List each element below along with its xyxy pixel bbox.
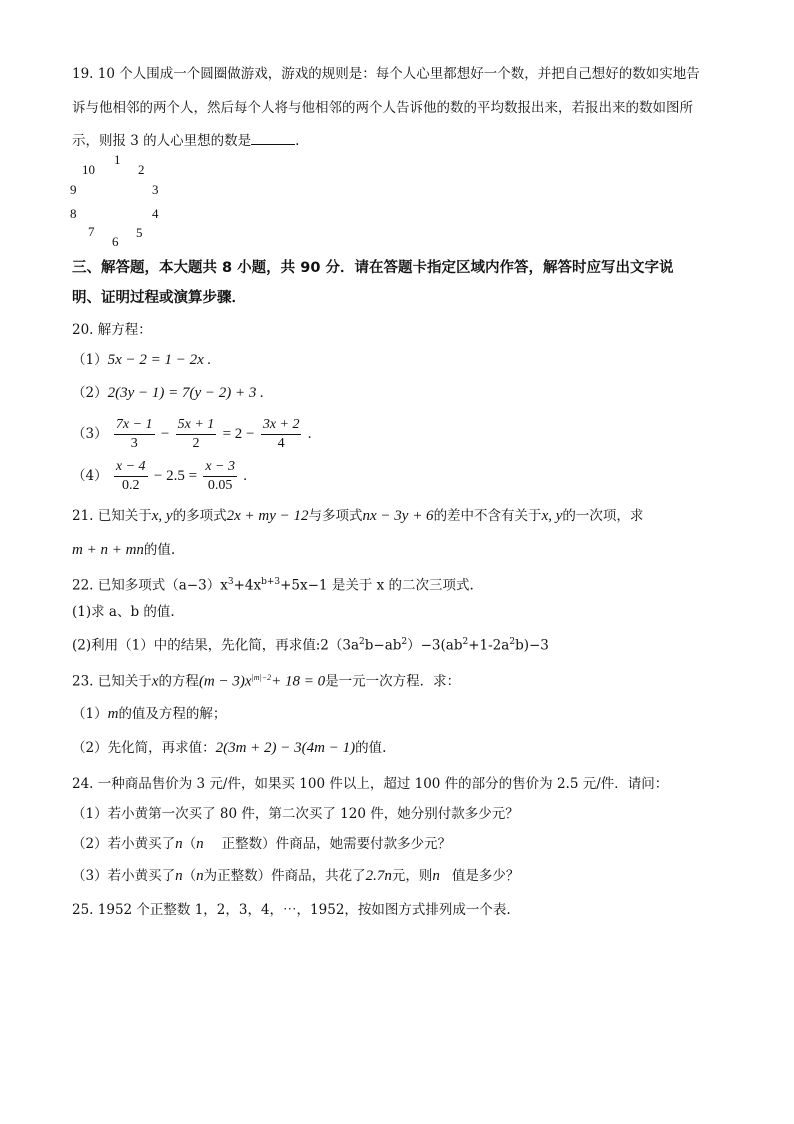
circle-number: 2 (138, 162, 145, 177)
circle-number: 3 (152, 182, 159, 197)
fraction: $\frac{7x - 1}{3}$ (115, 417, 153, 451)
fraction: $\frac{x - 3}{0.05}$ (205, 459, 235, 493)
q19-line2: 诉与他相邻的两个人，然后每个人将与他相邻的两个人告诉他的数的平均数报出来，若报出来的数如图所 (72, 100, 693, 116)
q19-line3-text: 示，则报 3 的人心里想的数是 (72, 133, 252, 149)
q24-line1: 24. 一种商品售价为 3 元/件，如果买 100 件以上，超过 100 件的部分的售价为 2.5 元/件．请问： (72, 776, 669, 792)
part-label: （3） (72, 426, 108, 442)
circle-number: 1 (114, 152, 121, 167)
q20-part2 (72, 383, 264, 403)
fraction: $\frac{3x + 2}{4}$ (262, 417, 300, 451)
circle-number: 10 (82, 162, 95, 177)
equation: 5x − 2 = 1 − 2x . (107, 352, 212, 368)
q24-line2: （1）若小黄第一次买了 80 件，第二次买了 120 件，她分别付款多少元？ (72, 806, 519, 822)
answer-blank[interactable] (251, 130, 295, 145)
section-heading-line2: 明、证明过程或演算步骤． (72, 290, 246, 306)
fraction: $\frac{x - 4}{0.2}$ (115, 459, 146, 493)
q23-line3: （2）先化简，再求值：2(3m + 2) − 3(4m − 1)的值. (72, 740, 387, 756)
equation: 2(3y − 1) = 7(y − 2) + 3 . (107, 385, 264, 401)
q22-line1: 22. 已知多项式$(a-3)x^3+4x^{b+3}+5x-1$ 是关于 x 的二次三项式. (72, 577, 474, 594)
q20-title: 20. 解方程： (72, 322, 152, 338)
part-label: （1） (72, 352, 108, 368)
circle-number: 5 (136, 225, 143, 240)
circle-number: 7 (88, 224, 95, 239)
q22-line3: (2)利用（1）中的结果，先化简，再求值$:2(3a^2b-ab^2)-3(ab^2+1-2a^2b)-3$ (72, 637, 549, 654)
circle-number: 9 (70, 182, 77, 197)
q19-line3 (72, 130, 299, 151)
q19-line1: 19. 10 个人围成一个圆圈做游戏，游戏的规则是：每个人心里都想好一个数，并把自己想好的数如实地告 (72, 66, 700, 82)
q21-line1: 21. 已知关于x, y的多项式2x + my − 12与多项式nx − 3y + 6的差中不含有关于x, y的一次项，求 (72, 508, 644, 524)
circle-number: 6 (112, 234, 119, 249)
q24-line3: （2）若小黄买了n（n 正整数）件商品，她需要付款多少元？ (72, 836, 452, 852)
q21-line2: m + n + mn的值. (72, 542, 176, 558)
q25-line1: 25. 1952 个正整数 1，2，3，4，⋯，1952，按如图方式排列成一个表. (72, 902, 511, 918)
q23-line2: （1）m的值及方程的解； (72, 706, 227, 722)
circle-number: 8 (70, 206, 77, 221)
section-heading-line1: 三、解答题，本大题共 8 小题，共 90 分．请在答题卡指定区域内作答，解答时应写出文字说 (72, 260, 674, 276)
q24-line4: （3）若小黄买了n（n为正整数）件商品，共花了2.7n元，则n 值是多少？ (72, 868, 520, 884)
part-label: （2） (72, 385, 108, 401)
q20-part3: （3） $\frac{7x - 1}{3}$ − $\frac{5x + 1}{2}$ = 2 − $\frac{3x + 2}{4}$ . (72, 417, 312, 451)
fraction: $\frac{5x + 1}{2}$ (177, 417, 215, 451)
circle-number: 4 (152, 206, 159, 221)
q23-line1: 23. 已知关于x的方程$(m - 3)x^{|m|-2}+ 18 = 0$是一元一次方程．求： (72, 673, 461, 690)
q22-line2: (1)求 a、b 的值. (72, 604, 175, 620)
q20-part4: （4） $\frac{x - 4}{0.2}$ − 2.5 = $\frac{x - 3}{0.05}$ . (72, 459, 248, 493)
q19-line3-end: . (295, 133, 300, 149)
q20-part1 (72, 350, 211, 370)
part-label: （4） (72, 468, 108, 484)
